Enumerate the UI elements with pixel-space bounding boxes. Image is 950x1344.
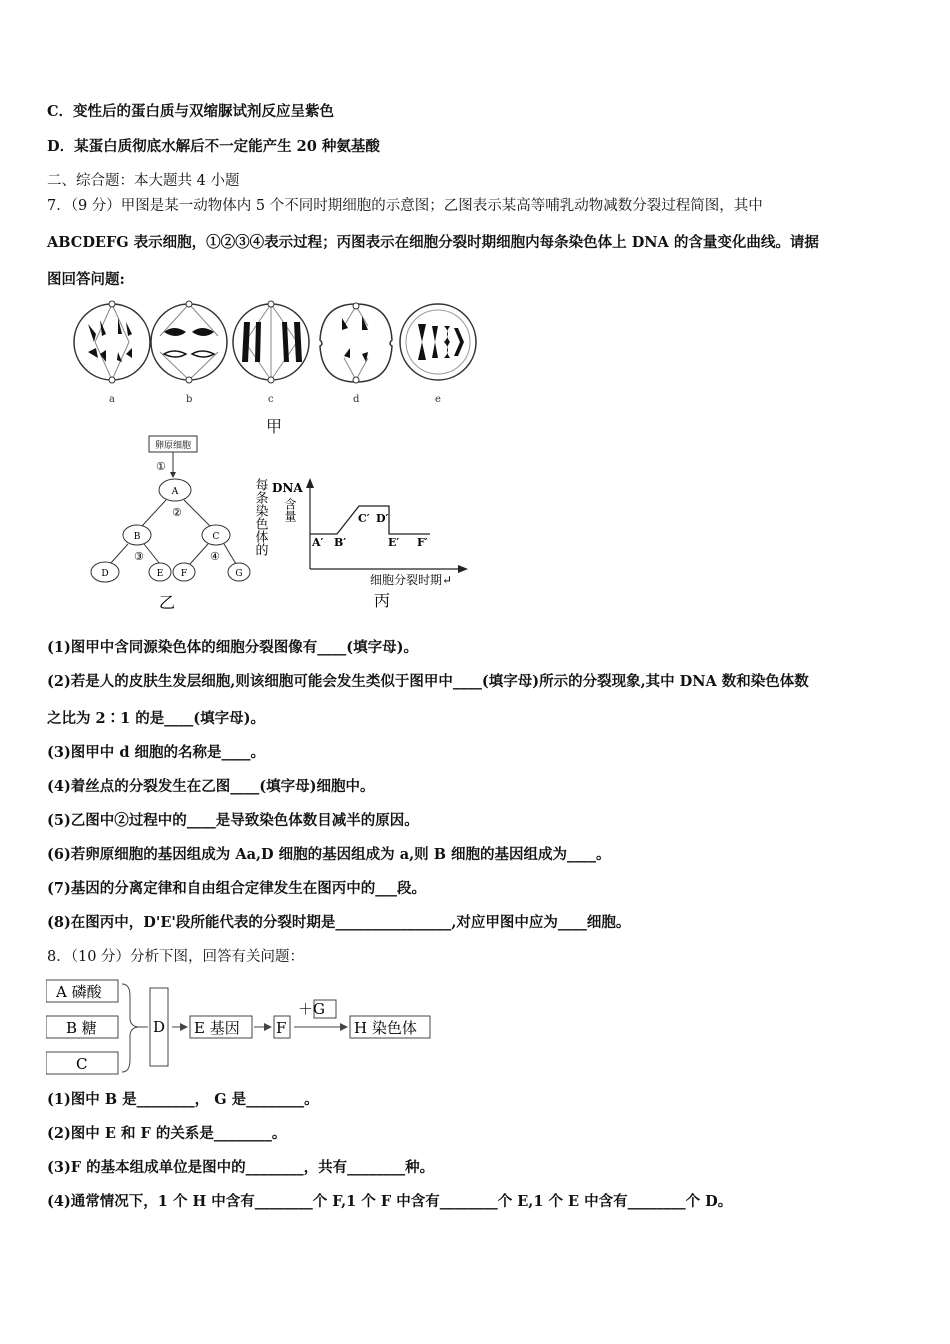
cell-b (151, 301, 227, 383)
q7-stem-line2: ABCDEFG 表示细胞，①②③④表示过程；丙图表示在细胞分裂时期细胞内每条染色体上 DNA 的含量变化曲线。请据 (47, 234, 819, 251)
node-g: G (235, 569, 243, 579)
cell-label-a: a (109, 394, 115, 405)
point-d: D′ (376, 512, 389, 525)
step-3: ③ (134, 550, 144, 563)
q8-sub-4: (4)通常情况下，1 个 H 中含有________个 F,1 个 F 中含有________个 E,1 个 E 中含有________个 D。 (47, 1193, 733, 1210)
q7-stem-line1: 7．（9 分）甲图是某一动物体内 5 个不同时期细胞的示意图；乙图表示某高等哺乳动物减数分裂过程简图，其中 (47, 198, 763, 214)
box-h: H 染色体 (354, 1019, 417, 1037)
cell-d (320, 303, 392, 383)
q7-sub-5: (5)乙图中②过程中的____是导致染色体数目减半的原因。 (47, 812, 419, 829)
node-e: E (156, 569, 164, 579)
xlabel: 细胞分裂时期↵ (370, 573, 453, 587)
option-c: C．变性后的蛋白质与双缩脲试剂反应呈紫色 (47, 103, 335, 120)
node-c: C (212, 532, 220, 542)
figure-yi-caption: 乙 (159, 593, 176, 612)
figure-jia-caption: 甲 (266, 417, 283, 436)
box-f: F (276, 1019, 287, 1037)
point-e: E′ (388, 536, 400, 549)
q7-sub-2: (2)若是人的皮肤生发层细胞,则该细胞可能会发生类似于图甲中____(填字母)所示的分裂现象,其中 DNA 数和染色体数 (47, 673, 809, 690)
point-a: A′ (312, 536, 324, 549)
q8-sub-3: (3)F 的基本组成单位是图中的________，共有________种。 (47, 1159, 435, 1176)
q7-sub-3: (3)图甲中 d 细胞的名称是____。 (47, 744, 266, 761)
node-b: B (133, 532, 141, 542)
q7-sub-8: (8)在图丙中，D'E'段所能代表的分裂时期是________________,对应甲图中应为____细胞。 (47, 914, 631, 931)
figure-q8 (46, 978, 436, 1078)
point-c: C′ (358, 512, 370, 525)
box-a: A 磷酸 (56, 983, 102, 1001)
cell-label-b: b (186, 394, 193, 405)
box-b: B 糖 (66, 1019, 97, 1037)
ylabel-vertical: 每条染色体的 (252, 478, 268, 556)
cell-a (74, 301, 150, 383)
section-heading: 二、综合题：本大题共 4 小题 (47, 173, 240, 189)
box-c: C (76, 1055, 88, 1073)
cell-label-d: d (353, 394, 360, 405)
ylabel-amount: 含量 (283, 498, 297, 522)
option-d: D．某蛋白质彻底水解后不一定能产生 20 种氨基酸 (47, 138, 380, 155)
figure-bing-caption: 丙 (374, 591, 391, 610)
node-a: A (171, 487, 179, 497)
point-b: B′ (334, 536, 347, 549)
figure-yi (86, 434, 261, 614)
cell-label-c: c (268, 394, 274, 405)
label-g: ＋G (298, 1000, 325, 1018)
step-4: ④ (210, 550, 220, 563)
point-f: F′ (417, 536, 428, 549)
q7-sub-7: (7)基因的分离定律和自由组合定律发生在图丙中的___段。 (47, 880, 427, 897)
ylabel-dna: DNA (272, 481, 303, 495)
figure-bing (252, 474, 477, 614)
q7-sub-6: (6)若卵原细胞的基因组成为 Aa,D 细胞的基因组成为 a,则 B 细胞的基因组成为____。 (47, 846, 611, 863)
q8-sub-1: (1)图中 B 是________， G 是________。 (47, 1091, 319, 1108)
q8-sub-2: (2)图中 E 和 F 的关系是________。 (47, 1125, 287, 1142)
step-1: ① (156, 460, 166, 473)
q7-stem-line3: 图回答问题: (47, 271, 125, 288)
node-f: F (180, 569, 188, 579)
root-label: 卵原细胞 (154, 441, 192, 451)
cell-c (233, 301, 309, 383)
q7-sub-1: (1)图甲中含同源染色体的细胞分裂图像有____(填字母)。 (47, 639, 419, 656)
q7-sub-4: (4)着丝点的分裂发生在乙图____(填字母)细胞中。 (47, 778, 375, 795)
step-2: ② (172, 506, 182, 519)
box-d: D (153, 1018, 166, 1036)
cell-e (400, 304, 476, 380)
node-d: D (101, 569, 109, 579)
cell-label-e: e (435, 394, 441, 405)
box-e: E 基因 (194, 1019, 240, 1037)
dna-curve (310, 506, 430, 534)
figure-jia (60, 296, 490, 436)
q7-sub-2-cont: 之比为 2∶1 的是____(填字母)。 (47, 710, 265, 727)
q8-title: 8．（10 分）分析下图，回答有关问题： (47, 949, 305, 965)
